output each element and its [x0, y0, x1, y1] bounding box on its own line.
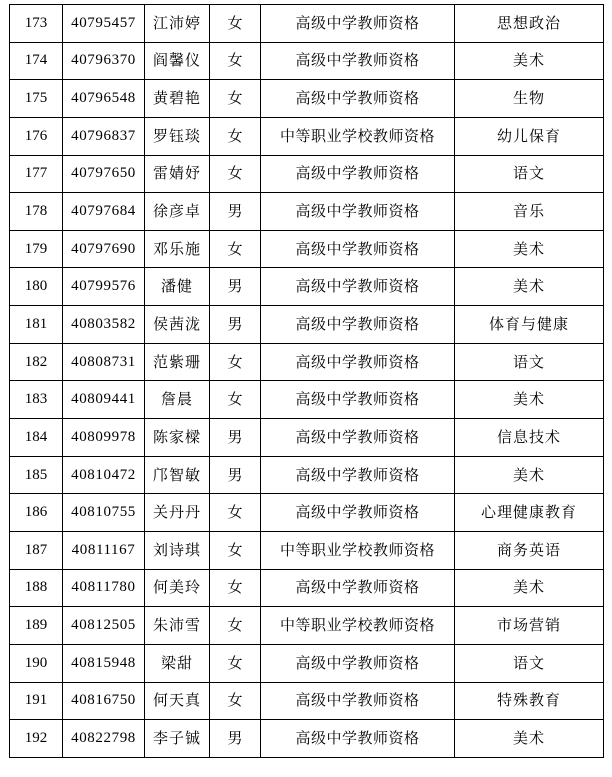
cell-applicant-id: 40797690 — [63, 230, 145, 268]
table-row — [10, 531, 604, 569]
cell-qualification: 高级中学教师资格 — [261, 5, 455, 43]
cell-serial-number: 183 — [10, 381, 63, 419]
cell-subject: 特殊教育 — [455, 682, 604, 720]
table-row — [10, 569, 604, 607]
table-row — [10, 193, 604, 231]
cell-subject: 美术 — [455, 569, 604, 607]
cell-subject: 美术 — [455, 720, 604, 758]
cell-gender: 女 — [210, 607, 261, 645]
cell-qualification: 中等职业学校教师资格 — [261, 117, 455, 155]
cell-applicant-id: 40809441 — [63, 381, 145, 419]
table-row — [10, 456, 604, 494]
cell-applicant-id: 40816750 — [63, 682, 145, 720]
cell-subject: 生物 — [455, 80, 604, 118]
cell-subject: 体育与健康 — [455, 306, 604, 344]
cell-name: 朱沛雪 — [145, 607, 210, 645]
table-row — [10, 306, 604, 344]
cell-gender: 男 — [210, 193, 261, 231]
cell-applicant-id: 40796548 — [63, 80, 145, 118]
cell-applicant-id: 40809978 — [63, 419, 145, 457]
cell-subject: 美术 — [455, 230, 604, 268]
cell-name: 黄碧艳 — [145, 80, 210, 118]
cell-qualification: 高级中学教师资格 — [261, 644, 455, 682]
cell-applicant-id: 40795457 — [63, 5, 145, 43]
cell-qualification: 高级中学教师资格 — [261, 155, 455, 193]
cell-gender: 男 — [210, 268, 261, 306]
cell-qualification: 高级中学教师资格 — [261, 569, 455, 607]
cell-subject: 语文 — [455, 644, 604, 682]
cell-serial-number: 181 — [10, 306, 63, 344]
cell-name: 邓乐施 — [145, 230, 210, 268]
cell-name: 陈家樑 — [145, 419, 210, 457]
table-row — [10, 419, 604, 457]
cell-name: 江沛婷 — [145, 5, 210, 43]
cell-applicant-id: 40808731 — [63, 343, 145, 381]
cell-subject: 美术 — [455, 42, 604, 80]
cell-serial-number: 179 — [10, 230, 63, 268]
cell-serial-number: 192 — [10, 720, 63, 758]
cell-serial-number: 174 — [10, 42, 63, 80]
cell-applicant-id: 40811780 — [63, 569, 145, 607]
cell-applicant-id: 40811167 — [63, 531, 145, 569]
cell-applicant-id: 40822798 — [63, 720, 145, 758]
cell-applicant-id: 40815948 — [63, 644, 145, 682]
cell-applicant-id: 40797650 — [63, 155, 145, 193]
cell-gender: 男 — [210, 306, 261, 344]
cell-qualification: 高级中学教师资格 — [261, 720, 455, 758]
cell-applicant-id: 40812505 — [63, 607, 145, 645]
cell-applicant-id: 40797684 — [63, 193, 145, 231]
cell-subject: 市场营销 — [455, 607, 604, 645]
cell-subject: 思想政治 — [455, 5, 604, 43]
cell-applicant-id: 40796837 — [63, 117, 145, 155]
table-row — [10, 230, 604, 268]
cell-serial-number: 176 — [10, 117, 63, 155]
cell-qualification: 高级中学教师资格 — [261, 682, 455, 720]
cell-applicant-id: 40796370 — [63, 42, 145, 80]
table-row — [10, 494, 604, 532]
cell-gender: 男 — [210, 720, 261, 758]
cell-name: 罗钰琰 — [145, 117, 210, 155]
cell-serial-number: 186 — [10, 494, 63, 532]
cell-qualification: 高级中学教师资格 — [261, 306, 455, 344]
cell-name: 关丹丹 — [145, 494, 210, 532]
cell-gender: 女 — [210, 531, 261, 569]
table-row — [10, 381, 604, 419]
teacher-qualification-table — [9, 4, 604, 758]
table-row — [10, 607, 604, 645]
table-row — [10, 268, 604, 306]
table-body — [10, 5, 604, 758]
cell-gender: 男 — [210, 456, 261, 494]
cell-gender: 女 — [210, 42, 261, 80]
cell-serial-number: 191 — [10, 682, 63, 720]
cell-serial-number: 184 — [10, 419, 63, 457]
cell-name: 侯茜泷 — [145, 306, 210, 344]
cell-subject: 语文 — [455, 155, 604, 193]
cell-name: 何美玲 — [145, 569, 210, 607]
cell-name: 李子铖 — [145, 720, 210, 758]
cell-name: 潘健 — [145, 268, 210, 306]
cell-gender: 女 — [210, 494, 261, 532]
cell-qualification: 高级中学教师资格 — [261, 230, 455, 268]
cell-gender: 男 — [210, 419, 261, 457]
cell-gender: 女 — [210, 80, 261, 118]
cell-qualification: 中等职业学校教师资格 — [261, 607, 455, 645]
table-row — [10, 117, 604, 155]
cell-gender: 女 — [210, 117, 261, 155]
table-row — [10, 343, 604, 381]
table-row — [10, 682, 604, 720]
cell-name: 何天真 — [145, 682, 210, 720]
cell-name: 梁甜 — [145, 644, 210, 682]
cell-gender: 女 — [210, 230, 261, 268]
table-row — [10, 644, 604, 682]
cell-name: 范紫珊 — [145, 343, 210, 381]
cell-qualification: 高级中学教师资格 — [261, 419, 455, 457]
cell-serial-number: 187 — [10, 531, 63, 569]
cell-subject: 幼儿保育 — [455, 117, 604, 155]
cell-serial-number: 190 — [10, 644, 63, 682]
cell-gender: 女 — [210, 343, 261, 381]
cell-serial-number: 180 — [10, 268, 63, 306]
cell-name: 阎馨仪 — [145, 42, 210, 80]
cell-serial-number: 173 — [10, 5, 63, 43]
cell-name: 邝智敏 — [145, 456, 210, 494]
cell-serial-number: 188 — [10, 569, 63, 607]
cell-serial-number: 182 — [10, 343, 63, 381]
cell-gender: 女 — [210, 155, 261, 193]
cell-qualification: 高级中学教师资格 — [261, 381, 455, 419]
cell-name: 雷婧妤 — [145, 155, 210, 193]
cell-serial-number: 178 — [10, 193, 63, 231]
cell-gender: 女 — [210, 644, 261, 682]
cell-name: 刘诗琪 — [145, 531, 210, 569]
table-row — [10, 720, 604, 758]
table-row — [10, 80, 604, 118]
cell-name: 徐彦卓 — [145, 193, 210, 231]
cell-subject: 美术 — [455, 268, 604, 306]
cell-subject: 心理健康教育 — [455, 494, 604, 532]
cell-qualification: 高级中学教师资格 — [261, 80, 455, 118]
cell-subject: 信息技术 — [455, 419, 604, 457]
cell-gender: 女 — [210, 5, 261, 43]
cell-qualification: 高级中学教师资格 — [261, 193, 455, 231]
table-row — [10, 42, 604, 80]
cell-serial-number: 189 — [10, 607, 63, 645]
cell-qualification: 高级中学教师资格 — [261, 343, 455, 381]
cell-applicant-id: 40799576 — [63, 268, 145, 306]
cell-serial-number: 177 — [10, 155, 63, 193]
table-row — [10, 155, 604, 193]
cell-qualification: 高级中学教师资格 — [261, 456, 455, 494]
cell-subject: 音乐 — [455, 193, 604, 231]
cell-gender: 女 — [210, 569, 261, 607]
cell-gender: 女 — [210, 381, 261, 419]
cell-qualification: 中等职业学校教师资格 — [261, 531, 455, 569]
cell-qualification: 高级中学教师资格 — [261, 268, 455, 306]
cell-serial-number: 185 — [10, 456, 63, 494]
cell-subject: 美术 — [455, 456, 604, 494]
cell-subject: 商务英语 — [455, 531, 604, 569]
cell-name: 詹晨 — [145, 381, 210, 419]
cell-subject: 美术 — [455, 381, 604, 419]
cell-serial-number: 175 — [10, 80, 63, 118]
cell-subject: 语文 — [455, 343, 604, 381]
cell-applicant-id: 40810755 — [63, 494, 145, 532]
cell-qualification: 高级中学教师资格 — [261, 42, 455, 80]
cell-gender: 女 — [210, 682, 261, 720]
table-row — [10, 5, 604, 43]
cell-qualification: 高级中学教师资格 — [261, 494, 455, 532]
cell-applicant-id: 40803582 — [63, 306, 145, 344]
cell-applicant-id: 40810472 — [63, 456, 145, 494]
